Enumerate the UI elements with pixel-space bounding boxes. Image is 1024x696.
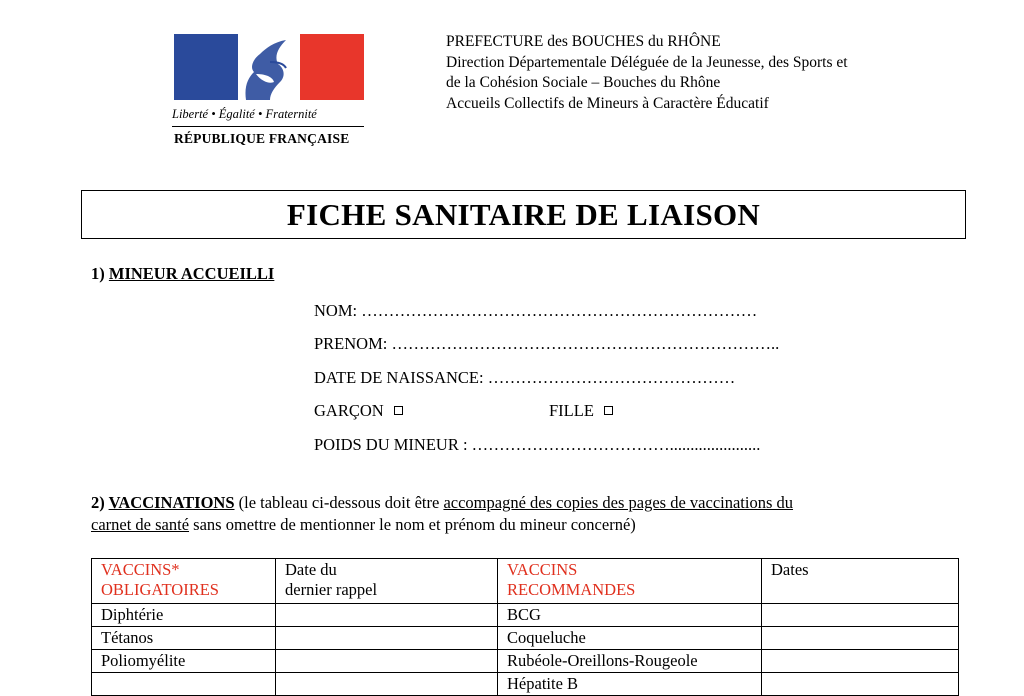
- table-cell-input[interactable]: [276, 673, 498, 696]
- header-line: PREFECTURE des BOUCHES du RHÔNE: [446, 33, 721, 50]
- table-cell: BCG: [498, 604, 762, 627]
- section2-text: sans omettre de mentionner le nom et prénom du mineur concerné): [189, 515, 636, 534]
- table-cell: Diphtérie: [92, 604, 276, 627]
- table-row: [92, 627, 959, 650]
- section2-number: 2): [91, 493, 109, 512]
- header-line: Accueils Collectifs de Mineurs à Caractère Éducatif: [446, 94, 769, 112]
- garcon-option[interactable]: [314, 401, 403, 421]
- marianne-flag-icon: [174, 34, 364, 100]
- section2-text-underlined: accompagné des copies des pages de vaccinations du: [443, 493, 794, 512]
- table-row: [92, 650, 959, 673]
- section2-text-underlined: carnet de santé: [91, 515, 190, 534]
- prenom-field[interactable]: PRENOM: ……………………………………………………………..: [314, 334, 780, 353]
- header-line: de la Cohésion Sociale – Bouches du Rhône: [446, 74, 721, 91]
- fille-label: FILLE: [549, 401, 594, 420]
- header-vaccins-obligatoires: VACCINS* OBLIGATOIRES: [92, 559, 276, 604]
- table-cell: Hépatite B: [498, 673, 762, 696]
- table-cell: Rubéole-Oreillons-Rougeole: [498, 650, 762, 673]
- garcon-label: GARÇON: [314, 401, 384, 420]
- table-cell: Poliomyélite: [92, 650, 276, 673]
- section1-title: MINEUR ACCUEILLI: [108, 264, 275, 283]
- logo-motto: Liberté • Égalité • Fraternité: [172, 107, 317, 121]
- table-cell: Tétanos: [92, 627, 276, 650]
- section1-number: 1): [91, 264, 109, 283]
- date-naissance-field[interactable]: DATE DE NAISSANCE: ………………………………………: [314, 368, 736, 387]
- table-header-row: [92, 559, 959, 604]
- header-date-dernier-rappel: Date du dernier rappel: [276, 559, 498, 604]
- garcon-checkbox[interactable]: [394, 406, 403, 415]
- section2-text: (le tableau ci-dessous doit être: [234, 493, 444, 512]
- table-cell-input[interactable]: [276, 627, 498, 650]
- table-cell-input[interactable]: [762, 604, 959, 627]
- table-cell-input[interactable]: [276, 650, 498, 673]
- title-box: [81, 190, 966, 239]
- table-cell-input[interactable]: [762, 627, 959, 650]
- nom-field[interactable]: NOM: ………………………………………………………………: [314, 301, 758, 320]
- table-cell-input[interactable]: [762, 673, 959, 696]
- logo-divider: [172, 126, 364, 127]
- logo-republique: RÉPUBLIQUE FRANÇAISE: [174, 131, 350, 146]
- section2-title: VACCINATIONS: [108, 493, 235, 512]
- fille-checkbox[interactable]: [604, 406, 613, 415]
- vaccination-table: [91, 558, 959, 696]
- table-cell: [92, 673, 276, 696]
- table-cell: Coqueluche: [498, 627, 762, 650]
- table-cell-input[interactable]: [276, 604, 498, 627]
- header-vaccins-recommandes: VACCINS RECOMMANDES: [498, 559, 762, 604]
- section2-intro: [91, 492, 971, 536]
- table-row: [92, 673, 959, 696]
- page-title: FICHE SANITAIRE DE LIAISON: [286, 196, 761, 232]
- prefecture-header: [446, 32, 848, 114]
- fille-option[interactable]: [549, 401, 613, 421]
- table-row: [92, 604, 959, 627]
- header-line: Direction Départementale Déléguée de la Jeunesse, des Sports et: [446, 53, 848, 71]
- section1-heading: [91, 264, 274, 284]
- header-dates: Dates: [762, 559, 959, 604]
- poids-field[interactable]: POIDS DU MINEUR : ………………………………......................: [314, 435, 761, 454]
- table-cell-input[interactable]: [762, 650, 959, 673]
